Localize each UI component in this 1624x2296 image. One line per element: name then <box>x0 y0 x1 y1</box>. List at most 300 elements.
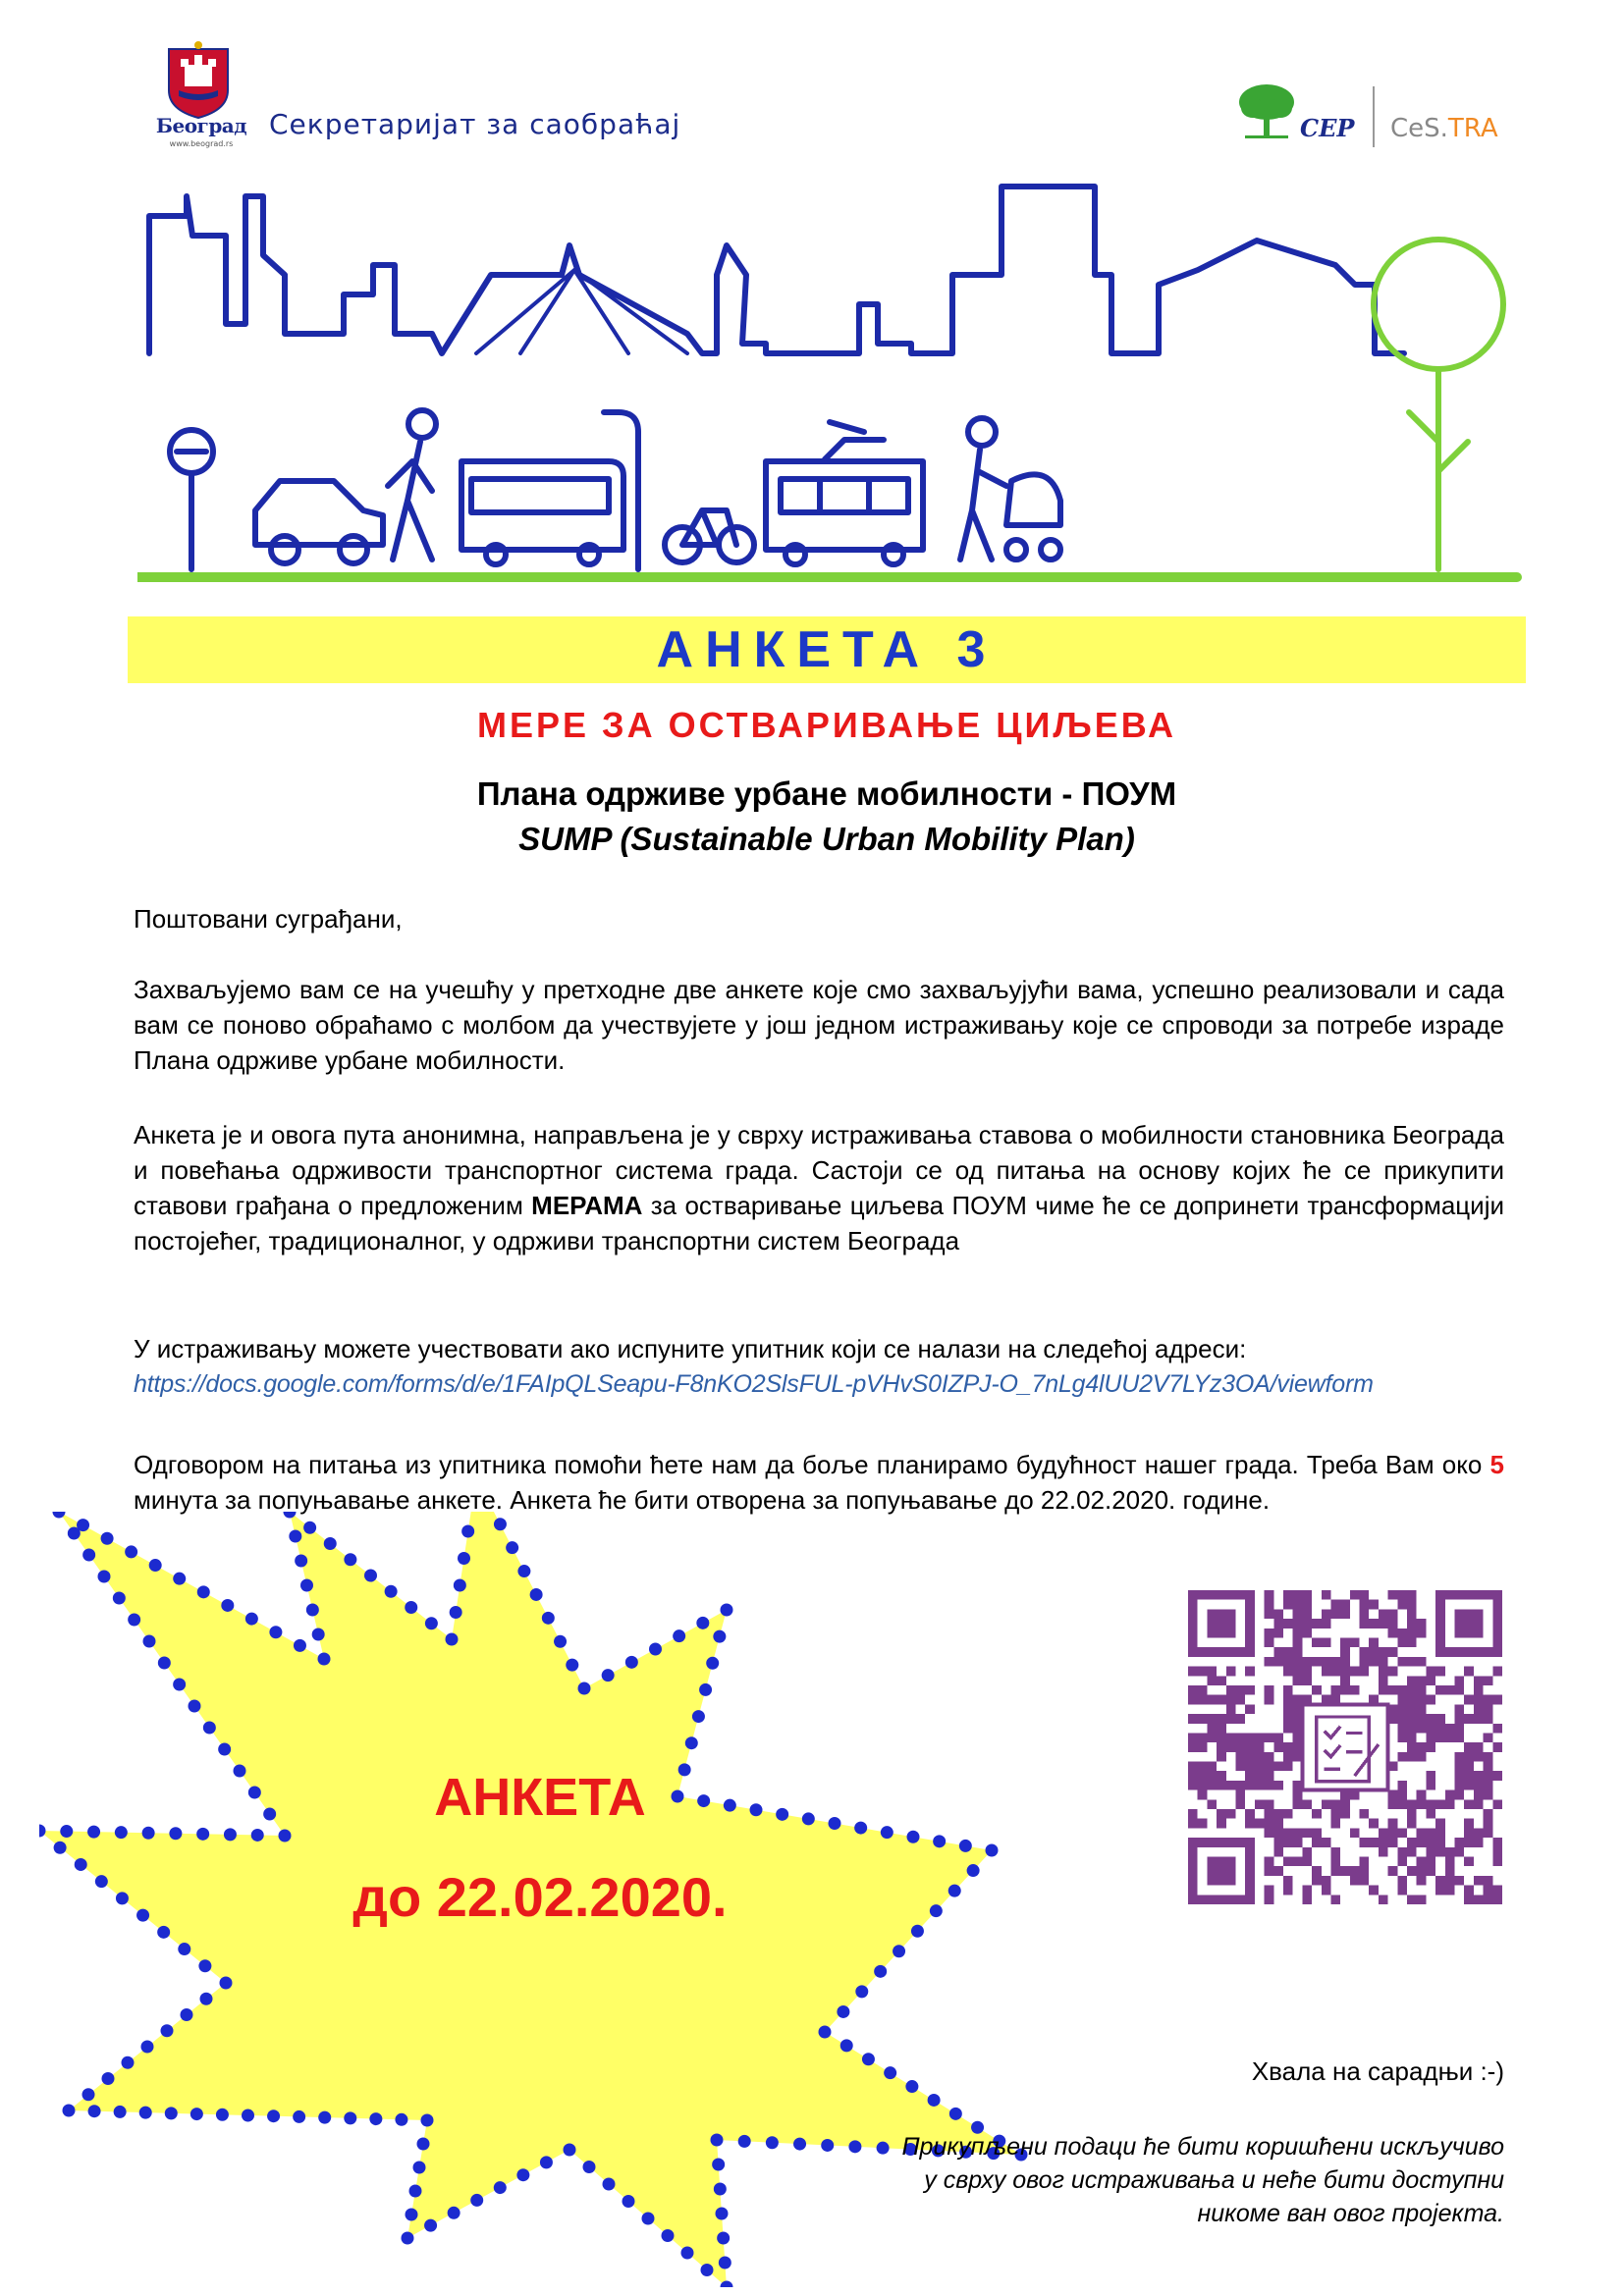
qr-module <box>1273 1781 1283 1790</box>
qr-module <box>1397 1847 1407 1857</box>
qr-module <box>1255 1762 1265 1772</box>
border-dot <box>884 2066 896 2079</box>
qr-module <box>1283 1647 1293 1657</box>
border-dot <box>819 2026 832 2039</box>
qr-module <box>1235 1742 1245 1752</box>
qr-module <box>1417 1838 1427 1847</box>
border-dot <box>517 1565 530 1577</box>
qr-module <box>1445 1847 1455 1857</box>
qr-module <box>1293 1637 1303 1647</box>
qr-module <box>1360 1809 1370 1819</box>
qr-module <box>1273 1657 1283 1667</box>
qr-module <box>1492 1847 1502 1857</box>
qr-module <box>1265 1609 1274 1619</box>
qr-module <box>1484 1676 1493 1685</box>
qr-module <box>1293 1600 1303 1610</box>
qr-module <box>1207 1676 1217 1685</box>
border-dot <box>200 1993 213 2005</box>
qr-module <box>1293 1647 1303 1657</box>
border-dot <box>289 1530 301 1543</box>
qr-module <box>1330 1657 1340 1667</box>
qr-module <box>1407 1629 1417 1638</box>
border-dot <box>136 1909 149 1922</box>
qr-module <box>1265 1733 1274 1742</box>
qr-module <box>1492 1771 1502 1781</box>
qr-module <box>1235 1695 1245 1705</box>
qr-module <box>1265 1828 1274 1838</box>
qr-module <box>1283 1828 1293 1838</box>
qr-module <box>1322 1876 1331 1886</box>
border-dot <box>165 2107 178 2119</box>
border-dot <box>405 1601 417 1614</box>
border-dot <box>986 1844 999 1857</box>
cestra-part-a: CeS. <box>1390 114 1448 143</box>
qr-module <box>1217 1724 1226 1734</box>
qr-module <box>1312 1866 1322 1876</box>
qr-module <box>1474 1799 1484 1809</box>
qr-module <box>1255 1771 1265 1781</box>
qr-module <box>1397 1828 1407 1838</box>
border-dot <box>583 2161 596 2173</box>
border-dot <box>554 1635 567 1648</box>
qr-module <box>1426 1857 1435 1867</box>
qr-module <box>1417 1629 1427 1638</box>
border-dot <box>424 2219 437 2232</box>
qr-module <box>1464 1799 1474 1809</box>
qr-module <box>1302 1619 1312 1629</box>
qr-module <box>1360 1600 1370 1610</box>
qr-module <box>1302 1799 1312 1809</box>
qr-module <box>1388 1629 1398 1638</box>
qr-module <box>1273 1828 1283 1838</box>
qr-module <box>1484 1828 1493 1838</box>
qr-module <box>1426 1866 1435 1876</box>
cestra-logo-text <box>1390 114 1498 143</box>
border-dot <box>448 2207 460 2219</box>
qr-module <box>1369 1647 1379 1657</box>
qr-module <box>1188 1714 1198 1724</box>
border-dot <box>98 1571 111 1583</box>
qr-module <box>1273 1742 1283 1752</box>
qr-module <box>1330 1866 1340 1876</box>
qr-module <box>1379 1609 1388 1619</box>
border-dot <box>766 2136 779 2149</box>
border-dot <box>178 1943 190 1955</box>
qr-module <box>1435 1733 1445 1742</box>
qr-module <box>1464 1828 1474 1838</box>
tree-drawing <box>1374 240 1503 569</box>
border-dot <box>540 2156 553 2168</box>
qr-module <box>1302 1895 1312 1904</box>
border-dot <box>142 1827 155 1840</box>
qr-module <box>1360 1866 1370 1876</box>
qr-module <box>1379 1847 1388 1857</box>
qr-module <box>1350 1866 1360 1876</box>
qr-module <box>1312 1828 1322 1838</box>
border-dot <box>930 1904 943 1917</box>
border-dot <box>793 2138 806 2151</box>
qr-module <box>1417 1866 1427 1876</box>
qr-module <box>1397 1790 1407 1800</box>
survey-subtitle: МЕРЕ ЗА ОСТВАРИВАЊЕ ЦИЉЕВА <box>477 705 1176 745</box>
qr-module <box>1455 1676 1465 1685</box>
qr-module <box>1283 1704 1293 1714</box>
city-name: Београд <box>155 114 247 137</box>
qr-module <box>1283 1685 1293 1695</box>
border-dot <box>114 2106 127 2118</box>
qr-module <box>1330 1685 1340 1695</box>
qr-module <box>1188 1809 1198 1819</box>
qr-module <box>1407 1657 1417 1667</box>
qr-module <box>1464 1695 1474 1705</box>
badge-deadline: до 22.02.2020. <box>352 1866 728 1928</box>
qr-module <box>1464 1752 1474 1762</box>
qr-module <box>1293 1828 1303 1838</box>
qr-module <box>1397 1704 1407 1714</box>
qr-module <box>1255 1742 1265 1752</box>
qr-module <box>1474 1676 1484 1685</box>
qr-module <box>1198 1667 1208 1677</box>
qr-module <box>1198 1762 1208 1772</box>
qr-module <box>1369 1600 1379 1610</box>
qr-module <box>1388 1609 1398 1619</box>
border-dot <box>95 1875 108 1888</box>
border-dot <box>190 2108 203 2120</box>
qr-module <box>1417 1724 1427 1734</box>
qr-module <box>1435 1847 1445 1857</box>
qr-module <box>1273 1809 1283 1819</box>
qr-module <box>1273 1847 1283 1857</box>
qr-module <box>1407 1600 1417 1610</box>
qr-module <box>1245 1762 1255 1772</box>
qr-module <box>1312 1838 1322 1847</box>
qr-module <box>1340 1685 1350 1695</box>
qr-module <box>1245 1809 1255 1819</box>
tree-icon <box>1235 79 1298 141</box>
qr-module <box>1445 1733 1455 1742</box>
qr-module <box>1283 1714 1293 1724</box>
cestra-part-b: TRA <box>1447 114 1498 143</box>
qr-module <box>1265 1895 1274 1904</box>
qr-module <box>1265 1819 1274 1829</box>
border-dot <box>248 1787 261 1799</box>
border-dot <box>681 2247 694 2260</box>
qr-module <box>1455 1724 1465 1734</box>
person-with-stroller-icon <box>960 418 1060 560</box>
qr-module <box>1245 1742 1255 1752</box>
qr-module <box>1293 1667 1303 1677</box>
qr-module <box>1273 1609 1283 1619</box>
qr-module <box>1283 1657 1293 1667</box>
qr-module <box>1369 1619 1379 1629</box>
qr-module <box>1455 1838 1465 1847</box>
thanks-note: Хвала на сарадњи :-) <box>1251 2056 1504 2086</box>
qr-module <box>1245 1752 1255 1762</box>
qr-module <box>1407 1809 1417 1819</box>
qr-module <box>1379 1828 1388 1838</box>
qr-module <box>1397 1590 1407 1600</box>
border-dot <box>821 2139 834 2152</box>
qr-module <box>1474 1714 1484 1724</box>
qr-module <box>1265 1695 1274 1705</box>
border-dot <box>461 1525 474 1538</box>
qr-module <box>1464 1895 1474 1904</box>
border-dot <box>717 2232 730 2245</box>
border-dot <box>933 1835 946 1847</box>
qr-module <box>1397 1637 1407 1647</box>
qr-module <box>1322 1667 1331 1677</box>
city-skyline-illustration <box>137 147 1522 599</box>
qr-module <box>1283 1857 1293 1867</box>
qr-module <box>1350 1685 1360 1695</box>
minutes-number: 5 <box>1489 1450 1504 1479</box>
qr-module <box>1417 1895 1427 1904</box>
qr-module <box>1369 1838 1379 1847</box>
qr-module <box>1407 1590 1417 1600</box>
qr-module <box>1226 1781 1236 1790</box>
qr-module <box>1283 1695 1293 1705</box>
qr-module <box>1265 1657 1274 1667</box>
qr-module <box>1397 1799 1407 1809</box>
border-dot <box>221 1599 234 1612</box>
qr-module <box>1283 1838 1293 1847</box>
qr-module <box>1455 1771 1465 1781</box>
border-dot <box>125 1545 137 1558</box>
border-dot <box>848 2140 861 2153</box>
qr-module <box>1283 1724 1293 1734</box>
border-dot <box>196 1828 209 1841</box>
qr-module <box>1293 1799 1303 1809</box>
border-dot <box>454 1579 466 1592</box>
secretariat-name: Секретаријат за саобраћај <box>269 108 681 140</box>
border-dot <box>279 1830 292 1842</box>
qr-module <box>1360 1667 1370 1677</box>
qr-module <box>1492 1895 1502 1904</box>
qr-module <box>1273 1819 1283 1829</box>
qr-module <box>1474 1685 1484 1695</box>
qr-module <box>1217 1781 1226 1790</box>
qr-module <box>1464 1771 1474 1781</box>
qr-module <box>1435 1828 1445 1838</box>
qr-module <box>1407 1819 1417 1829</box>
qr-module <box>1426 1771 1435 1781</box>
qr-module <box>1379 1676 1388 1685</box>
border-dot <box>413 2162 426 2174</box>
qr-module <box>1265 1857 1274 1867</box>
qr-module <box>1426 1742 1435 1752</box>
qr-module <box>1360 1657 1370 1667</box>
qr-module <box>1265 1886 1274 1896</box>
paragraph-participation: У истраживању можете учествовати ако испуните упитник који се налази на следећој адреси: <box>134 1334 1247 1363</box>
qr-module <box>1474 1781 1484 1790</box>
qr-module <box>1407 1676 1417 1685</box>
qr-module <box>1379 1685 1388 1695</box>
qr-module <box>1397 1886 1407 1896</box>
qr-module <box>1245 1704 1255 1714</box>
qr-module <box>1293 1838 1303 1847</box>
qr-module <box>1198 1714 1208 1724</box>
qr-module <box>1340 1609 1350 1619</box>
qr-module <box>1397 1695 1407 1705</box>
border-dot <box>197 1585 210 1598</box>
qr-module <box>1484 1790 1493 1800</box>
partner-divider <box>1373 86 1375 147</box>
border-dot <box>578 1682 591 1695</box>
car-icon <box>255 481 383 563</box>
qr-module <box>1235 1762 1245 1772</box>
qr-module <box>1474 1752 1484 1762</box>
qr-module <box>1464 1667 1474 1677</box>
qr-module <box>1226 1704 1236 1714</box>
border-dot <box>470 2194 483 2207</box>
qr-module <box>1330 1809 1340 1819</box>
border-dot <box>840 2039 853 2052</box>
qr-module <box>1397 1714 1407 1724</box>
qr-module <box>1426 1667 1435 1677</box>
qr-module <box>1293 1657 1303 1667</box>
qr-module <box>1235 1733 1245 1742</box>
qr-module <box>1340 1809 1350 1819</box>
qr-module <box>1407 1695 1417 1705</box>
border-dot <box>149 1559 162 1572</box>
qr-module <box>1293 1676 1303 1685</box>
border-dot <box>88 2105 101 2117</box>
qr-module <box>1198 1733 1208 1742</box>
qr-module <box>1360 1590 1370 1600</box>
qr-module <box>1407 1619 1417 1629</box>
border-dot <box>63 2105 76 2117</box>
qr-module <box>1474 1790 1484 1800</box>
qr-module <box>1397 1876 1407 1886</box>
qr-module <box>1217 1742 1226 1752</box>
border-dot <box>82 2088 95 2101</box>
qr-module <box>1464 1742 1474 1752</box>
border-dot <box>625 1656 638 1669</box>
border-dot <box>642 2213 655 2225</box>
border-dot <box>234 1765 246 1778</box>
qr-module <box>1379 1619 1388 1629</box>
border-dot <box>893 1945 905 1957</box>
qr-module <box>1198 1771 1208 1781</box>
border-dot <box>263 1808 276 1821</box>
qr-module <box>1455 1733 1465 1742</box>
qr-module <box>1435 1799 1445 1809</box>
border-dot <box>862 2053 875 2065</box>
qr-module <box>1474 1771 1484 1781</box>
border-dot <box>425 1617 438 1629</box>
paragraph-duration-part-b: минута за попуњавање анкете. Анкета ће бити отворена за попуњавање до 22.02.2020. године. <box>134 1485 1271 1515</box>
qr-module <box>1407 1733 1417 1742</box>
border-dot <box>173 1679 186 1691</box>
qr-module <box>1417 1619 1427 1629</box>
qr-module <box>1484 1781 1493 1790</box>
qr-module <box>1198 1685 1208 1695</box>
qr-module <box>1388 1685 1398 1695</box>
qr-module <box>1379 1895 1388 1904</box>
qr-module <box>1417 1790 1427 1800</box>
qr-module <box>1273 1838 1283 1847</box>
border-dot <box>139 2107 152 2119</box>
qr-module <box>1330 1847 1340 1857</box>
qr-module <box>1484 1762 1493 1772</box>
qr-module <box>1340 1799 1350 1809</box>
qr-module <box>1293 1590 1303 1600</box>
qr-module <box>1188 1742 1198 1752</box>
qr-module <box>1302 1886 1312 1896</box>
qr-module <box>1474 1742 1484 1752</box>
qr-module <box>1188 1733 1198 1742</box>
qr-module <box>1407 1724 1417 1734</box>
border-dot <box>128 1614 140 1627</box>
border-dot <box>874 1965 887 1978</box>
border-dot <box>242 2109 254 2122</box>
qr-module <box>1245 1771 1255 1781</box>
border-dot <box>402 2232 414 2245</box>
qr-module <box>1207 1733 1217 1742</box>
paragraph-duration <box>134 1447 1504 1518</box>
qr-module <box>1312 1685 1322 1695</box>
qr-module <box>1474 1895 1484 1904</box>
qr-module <box>1484 1895 1493 1904</box>
qr-module <box>1330 1895 1340 1904</box>
qr-module <box>1474 1695 1484 1705</box>
qr-module <box>1198 1790 1208 1800</box>
qr-module <box>1207 1724 1217 1734</box>
qr-code[interactable] <box>1188 1590 1502 1904</box>
paragraph-thanks: Захваљујемо вам се на учешћу у претходне две анкете које смо захваљујући вама, успешно реализовали и сада вам се поново обраћамо с молбом да учествујете у још једном истраживању које се спроводи за потребе израде Плана одрживе урбане мобилности. <box>134 975 1504 1075</box>
border-dot <box>854 1822 867 1835</box>
border-dot <box>776 1808 788 1821</box>
qr-module <box>1407 1742 1417 1752</box>
qr-module <box>1293 1609 1303 1619</box>
qr-module <box>1312 1876 1322 1886</box>
qr-module <box>1407 1752 1417 1762</box>
qr-module <box>1188 1771 1198 1781</box>
qr-module <box>1293 1619 1303 1629</box>
border-dot <box>224 1828 237 1841</box>
border-dot <box>369 2112 382 2125</box>
qr-module <box>1492 1857 1502 1867</box>
border-dot <box>837 2005 849 2018</box>
qr-module <box>1226 1733 1236 1742</box>
qr-module <box>1235 1790 1245 1800</box>
border-dot <box>318 2111 331 2124</box>
qr-finder-pattern <box>1455 1609 1484 1637</box>
border-dot <box>802 1812 815 1825</box>
qr-module <box>1217 1771 1226 1781</box>
bus-icon <box>461 461 623 564</box>
qr-module <box>1245 1685 1255 1695</box>
border-dot <box>949 2108 962 2120</box>
qr-module <box>1474 1876 1484 1886</box>
qr-module <box>1417 1695 1427 1705</box>
qr-module <box>1322 1637 1331 1647</box>
qr-module <box>1265 1685 1274 1695</box>
border-dot <box>181 2008 193 2021</box>
qr-module <box>1273 1629 1283 1638</box>
partner-logos <box>1235 79 1520 157</box>
qr-module <box>1474 1704 1484 1714</box>
qr-module <box>1435 1886 1445 1896</box>
qr-module <box>1302 1629 1312 1638</box>
survey-form-link[interactable]: https://docs.google.com/forms/d/e/1FAIpQLSeapu-F8nKO2SlsFUL-pVHvS0IZPJ-O_7nLg4lUU2V7LYz3OA/viewform <box>134 1370 1374 1398</box>
qr-module <box>1397 1685 1407 1695</box>
border-dot <box>506 1541 518 1554</box>
border-dot <box>269 1626 282 1638</box>
paragraph-description <box>134 1117 1504 1258</box>
border-dot <box>169 1827 182 1840</box>
qr-module <box>1207 1714 1217 1724</box>
